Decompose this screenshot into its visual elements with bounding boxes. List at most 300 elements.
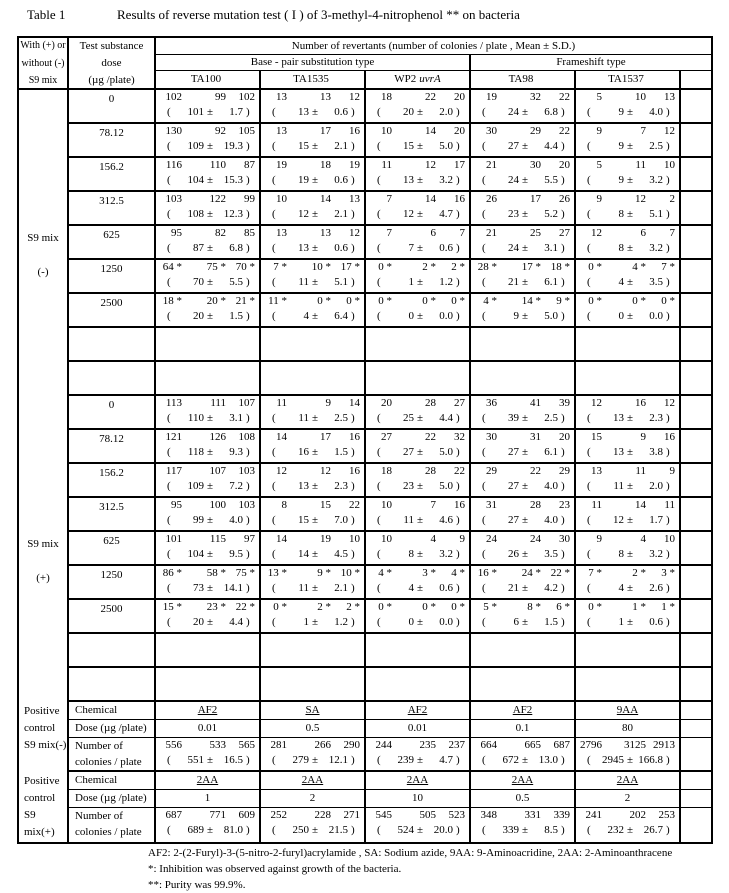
plate-count: 10 xyxy=(349,533,360,545)
empty-cell xyxy=(681,790,711,807)
colony-counts xyxy=(471,738,574,754)
mean-sd: ( 0 ± 0.0 ) xyxy=(587,310,679,326)
plate-count xyxy=(261,669,287,684)
sd-value: 1.7 xyxy=(649,514,663,526)
plate-count: 13 xyxy=(349,193,360,205)
plate-count: 20 * xyxy=(206,295,226,307)
plate-count: 18 * xyxy=(550,261,570,273)
strain-data-cell xyxy=(471,566,576,598)
sd-value: 3.2 xyxy=(649,174,663,186)
empty-cell xyxy=(681,702,711,719)
plate-count xyxy=(541,635,570,650)
colony-counts xyxy=(156,362,259,378)
mean-sd: ( 39 ± 2.5 ) xyxy=(482,412,574,428)
mean-sd: ( 12 ± 2.1 ) xyxy=(272,208,364,224)
label-line: colonies / plate xyxy=(75,826,142,838)
colony-counts xyxy=(366,226,469,242)
mean-sd xyxy=(377,344,469,360)
footnote-purity: **: Purity was 99.9%. xyxy=(148,879,246,891)
strain-data-cell xyxy=(156,430,261,462)
sd-value: 2.1 xyxy=(334,582,348,594)
plate-count: 281 xyxy=(270,739,287,751)
plate-count: 11 xyxy=(276,397,287,409)
plate-count: 0 * xyxy=(588,601,602,613)
mean-sd: ( 9 ± 3.2 ) xyxy=(587,174,679,190)
table-row xyxy=(69,498,711,532)
plate-count: 339 xyxy=(553,809,570,821)
mean-sd xyxy=(587,650,679,666)
strain-data-cell xyxy=(366,464,471,496)
plate-count: 30 xyxy=(559,533,570,545)
colony-counts xyxy=(261,498,364,514)
plate-count: 108 xyxy=(238,431,255,443)
mean-sd: ( 19 ± 0.6 ) xyxy=(272,174,364,190)
dose-value: 312.5 xyxy=(69,192,156,224)
mean-value: 13 xyxy=(613,446,624,458)
plate-count: 10 * xyxy=(311,261,331,273)
sd-value: 2.0 xyxy=(439,106,453,118)
strain-data-cell xyxy=(261,328,366,360)
colony-counts xyxy=(576,328,679,344)
mean-value: 70 xyxy=(193,276,204,288)
strain-data-cell xyxy=(366,260,471,292)
plate-count: 202 xyxy=(629,809,646,821)
plate-count: 22 xyxy=(530,465,541,477)
mean-value: 0 xyxy=(408,616,414,628)
plate-count: 7 xyxy=(640,125,646,137)
colony-counts xyxy=(261,192,364,208)
colony-counts xyxy=(156,532,259,548)
plate-count xyxy=(156,329,182,344)
dose-row xyxy=(69,720,711,738)
mean-value: 9 xyxy=(618,140,624,152)
mean-value: 250 xyxy=(292,824,309,836)
mean-sd: ( 11 ± 2.0 ) xyxy=(587,480,679,496)
mean-sd: ( 15 ± 5.0 ) xyxy=(377,140,469,156)
strain-data-cell xyxy=(156,362,261,394)
plate-count: 12 xyxy=(664,397,675,409)
plate-count: 10 xyxy=(664,159,675,171)
strain-data-cell xyxy=(261,600,366,632)
dose-value xyxy=(69,668,156,700)
sd-value: 0.6 xyxy=(649,616,663,628)
plate-count: 95 xyxy=(171,227,182,239)
mean-value: 24 xyxy=(508,242,519,254)
colony-counts xyxy=(471,294,574,310)
plate-count xyxy=(497,363,541,378)
strain-data-cell xyxy=(471,498,576,530)
mean-value xyxy=(490,684,519,700)
plate-count: 9 xyxy=(325,397,331,409)
table-row xyxy=(69,192,711,226)
plate-count: 556 xyxy=(165,739,182,751)
colony-counts xyxy=(576,430,679,446)
colony-counts xyxy=(366,294,469,310)
plate-count: 16 xyxy=(349,431,360,443)
sd-value: 3.2 xyxy=(439,548,453,560)
strain-data-cell xyxy=(576,294,681,326)
plate-count: 505 xyxy=(419,809,436,821)
strain-data-cell xyxy=(261,430,366,462)
mean-value: 12 xyxy=(403,208,414,220)
sd-value: 5.5 xyxy=(229,276,243,288)
plate-count xyxy=(261,635,287,650)
s9-minus-section xyxy=(19,90,711,396)
mean-value: 524 xyxy=(397,824,414,836)
sd-value: 26.7 xyxy=(643,824,663,836)
colony-counts xyxy=(156,294,259,310)
mean-value: 25 xyxy=(403,412,414,424)
colony-counts xyxy=(366,90,469,106)
mean-sd: ( 13 ± 2.3 ) xyxy=(272,480,364,496)
chemical-name: AF2 xyxy=(156,702,261,719)
colony-counts xyxy=(471,808,574,824)
mean-sd: ( 27 ± 4.0 ) xyxy=(482,480,574,496)
plate-count xyxy=(541,669,570,684)
plate-count: 115 xyxy=(209,533,226,545)
sd-value: 19.3 xyxy=(223,140,243,152)
empty-cell xyxy=(681,498,711,530)
mean-value: 7 xyxy=(408,242,414,254)
colony-counts xyxy=(261,566,364,582)
plate-count: 21 * xyxy=(235,295,255,307)
plate-count: 30 xyxy=(486,125,497,137)
sd-value: 0.6 xyxy=(439,582,453,594)
mean-value xyxy=(175,344,204,360)
colony-counts xyxy=(471,124,574,140)
mean-sd: ( 1 ± 0.6 ) xyxy=(587,616,679,632)
dose-value: 156.2 xyxy=(69,464,156,496)
empty-cell xyxy=(681,362,711,394)
plate-count: 126 xyxy=(209,431,226,443)
plate-count: 32 xyxy=(454,431,465,443)
plate-count: 19 xyxy=(349,159,360,171)
plate-count: 11 xyxy=(664,499,675,511)
plate-count: 0 * xyxy=(346,295,360,307)
chemical-dose: 0.1 xyxy=(471,720,576,737)
strain-data-cell xyxy=(576,124,681,156)
plate-count xyxy=(366,669,392,684)
sd-value: 5.1 xyxy=(334,276,348,288)
strain-data-cell xyxy=(156,600,261,632)
chemical-dose: 0.5 xyxy=(471,790,576,807)
colony-counts xyxy=(156,498,259,514)
sd-value: 2.1 xyxy=(334,140,348,152)
strain-data-cell xyxy=(156,328,261,360)
sd-value: 5.2 xyxy=(544,208,558,220)
strain-data-cell xyxy=(366,124,471,156)
mean-value: 27 xyxy=(508,446,519,458)
mean-sd: ( 24 ± 5.5 ) xyxy=(482,174,574,190)
mean-sd: ( 20 ± 4.4 ) xyxy=(167,616,259,632)
plate-count: 24 xyxy=(486,533,497,545)
plate-count: 13 xyxy=(320,91,331,103)
mean-sd: ( 26 ± 3.5 ) xyxy=(482,548,574,564)
plate-count: 26 xyxy=(486,193,497,205)
mean-sd: ( 13 ± 0.6 ) xyxy=(272,242,364,258)
mean-value xyxy=(490,344,519,360)
empty-cell xyxy=(681,772,711,789)
label-line: S9 mix(-) xyxy=(24,739,67,751)
mean-value: 21 xyxy=(508,276,519,288)
table-row xyxy=(69,566,711,600)
mean-value: 110 xyxy=(187,412,204,424)
plate-count: 3 * xyxy=(422,567,436,579)
plate-count: 30 xyxy=(530,159,541,171)
plate-count: 0 * xyxy=(378,295,392,307)
colonies-row xyxy=(69,738,711,772)
label-line: S9 mix(+) xyxy=(24,809,55,838)
mean-value: 23 xyxy=(508,208,519,220)
plate-count xyxy=(331,363,360,378)
strain-data-cell xyxy=(261,396,366,428)
mean-value: 8 xyxy=(618,242,624,254)
revertants-header: Number of revertants (number of colonies / plate , Mean ± S.D.) xyxy=(156,38,711,55)
plate-count xyxy=(156,669,182,684)
sd-value: 1.5 xyxy=(544,616,558,628)
colony-counts xyxy=(156,808,259,824)
plate-count: 26 xyxy=(559,193,570,205)
sd-value xyxy=(531,378,558,394)
sd-value: 3.2 xyxy=(439,174,453,186)
plate-count: 70 * xyxy=(235,261,255,273)
sd-value: 20.0 xyxy=(433,824,453,836)
plate-count: 95 xyxy=(171,499,182,511)
strain-data-cell xyxy=(366,532,471,564)
table-row xyxy=(69,430,711,464)
plate-count: 22 * xyxy=(550,567,570,579)
strain-data-cell xyxy=(471,260,576,292)
plate-count: 113 xyxy=(165,397,182,409)
plate-count: 17 xyxy=(320,431,331,443)
plate-count: 2 xyxy=(669,193,675,205)
plate-count: 12 xyxy=(349,227,360,239)
mean-sd xyxy=(167,344,259,360)
mean-sd: ( 7 ± 0.6 ) xyxy=(377,242,469,258)
chemical-row xyxy=(69,702,711,720)
mean-value: 104 xyxy=(187,548,204,560)
plate-count: 16 xyxy=(349,465,360,477)
plate-count: 665 xyxy=(524,739,541,751)
sd-value: 5.1 xyxy=(649,208,663,220)
empty-cell xyxy=(681,668,711,700)
mean-value: 15 xyxy=(298,140,309,152)
positive-control-minus-group xyxy=(19,702,711,772)
plate-count: 105 xyxy=(238,125,255,137)
plate-count: 12 xyxy=(320,465,331,477)
strain-data-cell xyxy=(156,498,261,530)
plate-count: 75 * xyxy=(235,567,255,579)
label-line: Positive xyxy=(24,705,60,717)
mean-value: 118 xyxy=(187,446,204,458)
label-line: colonies / plate xyxy=(75,756,142,768)
strain-data-cell xyxy=(471,158,576,190)
plate-count: 16 * xyxy=(477,567,497,579)
empty-cell xyxy=(681,226,711,258)
strain-data-cell xyxy=(366,226,471,258)
colony-counts xyxy=(471,464,574,480)
strain-data-cell xyxy=(156,532,261,564)
colonies-row-label xyxy=(69,738,156,770)
header-line: With (+) or xyxy=(20,40,66,51)
plate-count: 107 xyxy=(209,465,226,477)
sd-value: 15.3 xyxy=(223,174,243,186)
plate-count: 12 xyxy=(591,397,602,409)
plate-count: 30 xyxy=(486,431,497,443)
mean-value xyxy=(595,684,624,700)
mean-sd: ( 15 ± 7.0 ) xyxy=(272,514,364,530)
plate-count: 20 xyxy=(559,431,570,443)
plate-count: 0 * xyxy=(378,261,392,273)
mean-value: 279 xyxy=(292,754,309,766)
plate-count: 0 * xyxy=(451,295,465,307)
mean-sd: ( 118 ± 9.3 ) xyxy=(167,446,259,462)
plate-count: 19 xyxy=(320,533,331,545)
colony-counts xyxy=(576,738,679,754)
plate-count: 103 xyxy=(165,193,182,205)
plate-count: 2 * xyxy=(632,567,646,579)
plate-count: 64 * xyxy=(162,261,182,273)
sd-value: 2.5 xyxy=(334,412,348,424)
base-pair-type-header: Base - pair substitution type xyxy=(156,55,471,70)
plate-count: 13 xyxy=(320,227,331,239)
plate-count: 290 xyxy=(343,739,360,751)
sd-value xyxy=(426,344,453,360)
sd-value: 6.1 xyxy=(544,446,558,458)
plate-count: 18 xyxy=(381,91,392,103)
strain-data-cell xyxy=(366,430,471,462)
mean-value: 109 xyxy=(187,140,204,152)
colony-counts xyxy=(261,158,364,174)
plate-count xyxy=(261,363,287,378)
plate-count: 29 xyxy=(530,125,541,137)
table-caption: Results of reverse mutation test ( I ) of 3-methyl-4-nitrophenol ** on bacteria xyxy=(117,7,520,22)
sd-value: 6.8 xyxy=(229,242,243,254)
colony-counts xyxy=(576,90,679,106)
plate-count: 3 * xyxy=(661,567,675,579)
mean-sd: ( 23 ± 5.0 ) xyxy=(377,480,469,496)
plate-count xyxy=(287,669,331,684)
label-line: Number of xyxy=(75,740,123,752)
chemical-dose: 80 xyxy=(576,720,681,737)
plate-count: 17 xyxy=(454,159,465,171)
mean-sd: ( 27 ± 4.0 ) xyxy=(482,514,574,530)
sd-value xyxy=(531,650,558,666)
positive-control-label xyxy=(19,702,69,772)
plate-count xyxy=(436,635,465,650)
mean-sd: ( 11 ± 4.6 ) xyxy=(377,514,469,530)
sd-value: 16.5 xyxy=(223,754,243,766)
mean-sd: ( 239 ± 4.7 ) xyxy=(377,754,469,770)
colony-counts xyxy=(261,600,364,616)
mean-value: 24 xyxy=(508,106,519,118)
plate-count: 1 * xyxy=(632,601,646,613)
s9-mix-plus-label xyxy=(19,396,69,702)
plate-count: 4 * xyxy=(483,295,497,307)
mean-value: 9 xyxy=(618,106,624,118)
plate-count: 10 xyxy=(664,533,675,545)
s9-sign-text: (+) xyxy=(36,572,50,584)
plate-count: 41 xyxy=(530,397,541,409)
chemical-dose: 0.01 xyxy=(156,720,261,737)
strain-data-cell xyxy=(471,808,576,842)
colony-counts xyxy=(366,158,469,174)
plate-count: 9 * xyxy=(556,295,570,307)
plate-count: 12 xyxy=(425,159,436,171)
frameshift-type-header: Frameshift type xyxy=(556,56,626,68)
table-row xyxy=(69,158,711,192)
strain-data-cell xyxy=(471,668,576,700)
mean-value: 14 xyxy=(298,548,309,560)
strain-data-cell xyxy=(366,808,471,842)
chemical-row-label: Chemical xyxy=(69,772,156,789)
mean-sd: ( 20 ± 2.0 ) xyxy=(377,106,469,122)
strain-data-cell xyxy=(471,396,576,428)
plate-count: 771 xyxy=(209,809,226,821)
plate-count: 2 * xyxy=(451,261,465,273)
colony-counts xyxy=(471,328,574,344)
sd-value xyxy=(636,378,663,394)
colony-counts xyxy=(576,158,679,174)
plate-count: 24 * xyxy=(521,567,541,579)
mean-sd: ( 108 ± 12.3 ) xyxy=(167,208,259,224)
strain-data-cell xyxy=(471,226,576,258)
dose-value: 0 xyxy=(69,90,156,122)
strain-header-ta98: TA98 xyxy=(471,71,576,88)
mean-sd: ( 27 ± 4.4 ) xyxy=(482,140,574,156)
mean-value: 21 xyxy=(508,582,519,594)
mean-sd xyxy=(482,650,574,666)
sd-value: 166.8 xyxy=(638,754,663,766)
colony-counts xyxy=(261,260,364,276)
plate-count xyxy=(576,363,602,378)
empty-cell xyxy=(681,634,711,666)
mean-sd: ( 24 ± 3.1 ) xyxy=(482,242,574,258)
strain-data-cell xyxy=(156,260,261,292)
dose-row-label: Dose (µg /plate) xyxy=(69,720,156,737)
colony-counts xyxy=(471,362,574,378)
plate-count xyxy=(436,669,465,684)
sd-value: 1.5 xyxy=(334,446,348,458)
colony-counts xyxy=(156,226,259,242)
strain-data-cell xyxy=(471,738,576,770)
strain-data-cell xyxy=(156,158,261,190)
plate-count xyxy=(471,363,497,378)
mean-sd: ( 27 ± 5.0 ) xyxy=(377,446,469,462)
plate-count: 7 xyxy=(386,227,392,239)
strain-data-cell xyxy=(576,738,681,770)
plate-count: 17 xyxy=(320,125,331,137)
plate-count xyxy=(497,635,541,650)
colony-counts xyxy=(471,668,574,684)
mean-value: 9 xyxy=(618,174,624,186)
mean-sd xyxy=(377,378,469,394)
sd-value: 21.5 xyxy=(328,824,348,836)
plate-count xyxy=(226,329,255,344)
plate-count: 2796 xyxy=(580,739,602,751)
s9-mix-text: S9 mix xyxy=(27,538,59,550)
plate-count: 5 * xyxy=(483,601,497,613)
mean-sd: ( 339 ± 8.5 ) xyxy=(482,824,574,840)
plate-count: 3125 xyxy=(624,739,646,751)
strain-data-cell xyxy=(156,566,261,598)
strain-header-ta1535: TA1535 xyxy=(261,71,366,88)
plate-count: 16 xyxy=(454,499,465,511)
plate-count: 103 xyxy=(238,499,255,511)
strain-data-cell xyxy=(156,90,261,122)
strain-data-cell xyxy=(366,634,471,666)
strain-data-cell xyxy=(366,158,471,190)
